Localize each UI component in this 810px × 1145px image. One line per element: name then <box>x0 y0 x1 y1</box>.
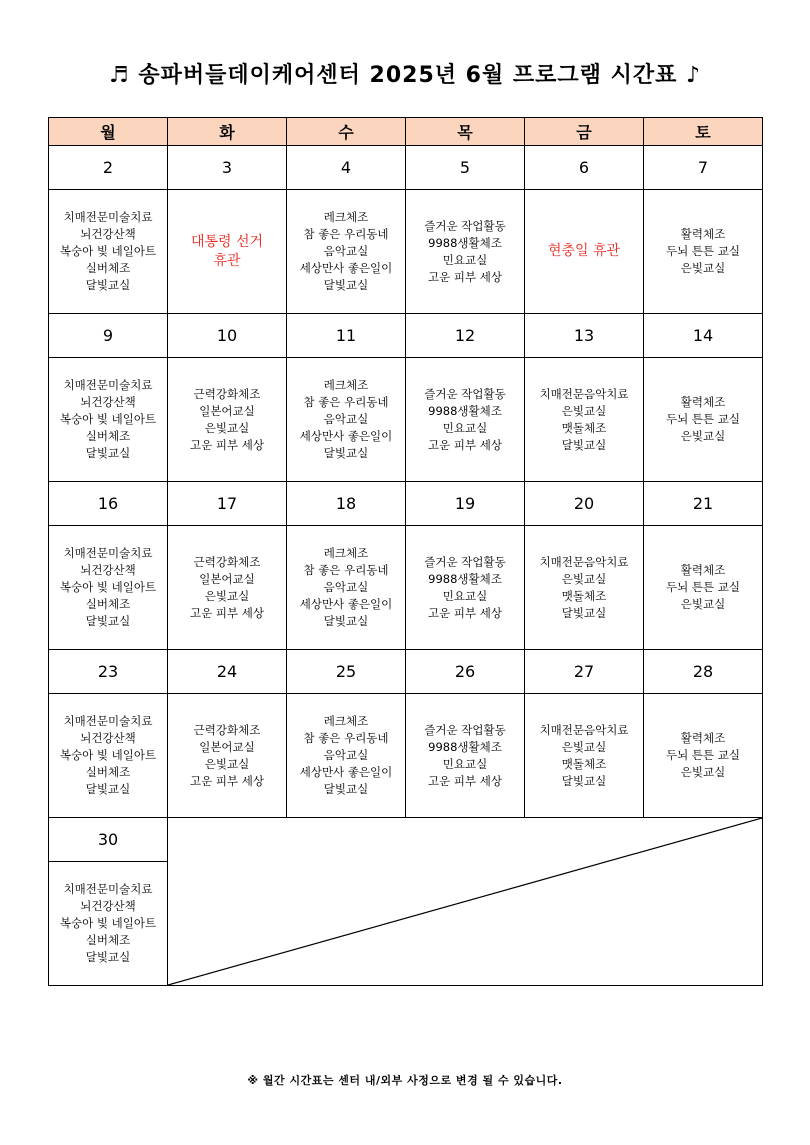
program-item: 활력체조 <box>680 731 726 745</box>
program-item: 은빛교실 <box>680 261 726 275</box>
program-item: 세상만사 좋은일이 <box>299 765 393 779</box>
program-cell <box>406 190 525 314</box>
program-item: 맷돌체조 <box>561 588 607 603</box>
holiday-cell <box>168 190 287 314</box>
date-cell: 18 <box>287 482 406 526</box>
program-row <box>49 358 763 482</box>
program-item: 세상만사 좋은일이 <box>299 597 393 611</box>
program-cell <box>287 526 406 650</box>
program-cell <box>644 526 763 650</box>
schedule-table <box>48 117 763 986</box>
program-row <box>49 694 763 818</box>
program-item: 치매전문음악치료 <box>539 722 629 737</box>
program-item: 즐거운 작업활동 <box>424 554 506 569</box>
program-item: 민요교실 <box>442 252 488 267</box>
program-item: 뇌건강산책 <box>80 563 136 577</box>
date-cell: 23 <box>49 650 168 694</box>
page-title <box>0 58 810 89</box>
program-item: 은빛교실 <box>561 403 607 418</box>
weekday-header: 금 <box>525 118 644 146</box>
program-item: 세상만사 좋은일이 <box>299 261 393 275</box>
program-item: 뇌건강산책 <box>80 731 136 745</box>
program-item: 달빛교실 <box>85 278 131 292</box>
program-item: 9988생활체조 <box>428 403 502 418</box>
program-item: 참 좋은 우리동네 <box>303 563 389 577</box>
program-item: 고운 피부 세상 <box>428 773 502 788</box>
weekday-header: 토 <box>644 118 763 146</box>
program-item: 달빛교실 <box>85 446 131 460</box>
program-item: 치매전문미술치료 <box>63 378 153 392</box>
program-item: 실버체조 <box>85 261 131 275</box>
program-item: 근력강화체조 <box>193 722 261 737</box>
program-item: 은빛교실 <box>680 597 726 611</box>
program-item: 달빛교실 <box>323 446 369 460</box>
date-cell: 5 <box>406 146 525 190</box>
date-cell: 9 <box>49 314 168 358</box>
date-cell: 26 <box>406 650 525 694</box>
program-item: 실버체조 <box>85 429 131 443</box>
program-item: 9988생활체조 <box>428 235 502 250</box>
program-item: 치매전문음악치료 <box>539 554 629 569</box>
program-item: 실버체조 <box>85 765 131 779</box>
program-item: 대통령 선거 <box>190 233 264 250</box>
program-item: 음악교실 <box>323 412 369 426</box>
date-cell: 21 <box>644 482 763 526</box>
program-cell <box>406 526 525 650</box>
date-cell: 19 <box>406 482 525 526</box>
program-item: 음악교실 <box>323 580 369 594</box>
weekday-header: 수 <box>287 118 406 146</box>
date-cell: 25 <box>287 650 406 694</box>
date-cell: 16 <box>49 482 168 526</box>
program-item: 근력강화체조 <box>193 386 261 401</box>
program-item: 고운 피부 세상 <box>190 605 264 620</box>
program-item: 두뇌 튼튼 교실 <box>666 580 740 594</box>
program-cell <box>406 358 525 482</box>
date-row <box>49 314 763 358</box>
program-item: 달빛교실 <box>85 782 131 796</box>
program-item: 참 좋은 우리동네 <box>303 731 389 745</box>
program-cell <box>287 190 406 314</box>
program-item: 복숭아 빛 네일아트 <box>59 748 157 762</box>
program-item: 달빛교실 <box>323 278 369 292</box>
program-item: 즐거운 작업활동 <box>424 218 506 233</box>
program-cell <box>49 190 168 314</box>
program-item: 레크체조 <box>323 546 369 560</box>
program-item: 달빛교실 <box>561 437 607 452</box>
date-cell: 2 <box>49 146 168 190</box>
program-item: 은빛교실 <box>204 420 250 435</box>
program-item: 활력체조 <box>680 395 726 409</box>
program-cell <box>168 526 287 650</box>
program-item: 맷돌체조 <box>561 420 607 435</box>
program-item: 치매전문미술치료 <box>63 714 153 728</box>
program-item: 은빛교실 <box>680 765 726 779</box>
program-item: 치매전문미술치료 <box>63 210 153 224</box>
date-row <box>49 818 763 862</box>
date-cell: 17 <box>168 482 287 526</box>
date-cell: 24 <box>168 650 287 694</box>
program-item: 즐거운 작업활동 <box>424 722 506 737</box>
program-item: 치매전문미술치료 <box>63 882 153 896</box>
program-item: 뇌건강산책 <box>80 899 136 913</box>
program-cell <box>287 694 406 818</box>
date-cell: 13 <box>525 314 644 358</box>
program-item: 두뇌 튼튼 교실 <box>666 244 740 258</box>
program-item: 달빛교실 <box>323 614 369 628</box>
program-item: 민요교실 <box>442 588 488 603</box>
program-cell <box>49 694 168 818</box>
date-cell: 7 <box>644 146 763 190</box>
program-cell <box>49 358 168 482</box>
program-item: 즐거운 작업활동 <box>424 386 506 401</box>
program-item: 참 좋은 우리동네 <box>303 395 389 409</box>
date-cell: 12 <box>406 314 525 358</box>
date-row <box>49 650 763 694</box>
program-item: 실버체조 <box>85 933 131 947</box>
program-item: 복숭아 빛 네일아트 <box>59 580 157 594</box>
program-item: 현충일 휴관 <box>547 243 621 259</box>
date-cell: 20 <box>525 482 644 526</box>
weekday-header: 목 <box>406 118 525 146</box>
program-cell <box>287 358 406 482</box>
program-item: 레크체조 <box>323 378 369 392</box>
program-cell <box>49 862 168 986</box>
program-item: 휴관 <box>213 252 241 269</box>
program-item: 은빛교실 <box>561 571 607 586</box>
date-cell: 30 <box>49 818 168 862</box>
program-item: 달빛교실 <box>323 782 369 796</box>
program-item: 일본어교실 <box>199 403 255 418</box>
program-item: 실버체조 <box>85 597 131 611</box>
program-item: 활력체조 <box>680 227 726 241</box>
date-cell: 14 <box>644 314 763 358</box>
program-item: 치매전문미술치료 <box>63 546 153 560</box>
date-cell: 27 <box>525 650 644 694</box>
page-title-text: 송파버들데이케어센터 2025년 6월 프로그램 시간표 <box>138 63 678 88</box>
program-item: 뇌건강산책 <box>80 395 136 409</box>
program-item: 9988생활체조 <box>428 739 502 754</box>
diagonal-line <box>168 818 762 985</box>
program-item: 참 좋은 우리동네 <box>303 227 389 241</box>
program-item: 은빛교실 <box>204 588 250 603</box>
program-item: 복숭아 빛 네일아트 <box>59 244 157 258</box>
program-item: 달빛교실 <box>85 950 131 964</box>
program-item: 두뇌 튼튼 교실 <box>666 748 740 762</box>
program-item: 민요교실 <box>442 756 488 771</box>
program-item: 두뇌 튼튼 교실 <box>666 412 740 426</box>
date-row <box>49 482 763 526</box>
program-item: 음악교실 <box>323 244 369 258</box>
program-item: 은빛교실 <box>561 739 607 754</box>
program-cell <box>168 694 287 818</box>
program-cell <box>525 358 644 482</box>
program-item: 음악교실 <box>323 748 369 762</box>
music-note-icon: ♬ <box>108 63 130 88</box>
date-cell: 10 <box>168 314 287 358</box>
program-cell <box>644 694 763 818</box>
program-item: 복숭아 빛 네일아트 <box>59 916 157 930</box>
program-item: 뇌건강산책 <box>80 227 136 241</box>
program-cell <box>525 694 644 818</box>
date-cell: 6 <box>525 146 644 190</box>
program-row <box>49 526 763 650</box>
date-cell: 3 <box>168 146 287 190</box>
program-item: 민요교실 <box>442 420 488 435</box>
program-item: 세상만사 좋은일이 <box>299 429 393 443</box>
weekday-header: 화 <box>168 118 287 146</box>
program-item: 고운 피부 세상 <box>190 437 264 452</box>
program-item: 고운 피부 세상 <box>190 773 264 788</box>
program-item: 레크체조 <box>323 210 369 224</box>
date-row <box>49 146 763 190</box>
program-item: 근력강화체조 <box>193 554 261 569</box>
program-cell <box>525 526 644 650</box>
weekday-header: 월 <box>49 118 168 146</box>
weekday-header-row <box>49 118 763 146</box>
program-item: 레크체조 <box>323 714 369 728</box>
program-item: 맷돌체조 <box>561 756 607 771</box>
program-item: 고운 피부 세상 <box>428 269 502 284</box>
program-item: 고운 피부 세상 <box>428 437 502 452</box>
date-cell: 11 <box>287 314 406 358</box>
program-item: 달빛교실 <box>85 614 131 628</box>
program-cell <box>644 190 763 314</box>
program-cell <box>49 526 168 650</box>
program-cell <box>406 694 525 818</box>
program-item: 고운 피부 세상 <box>428 605 502 620</box>
program-item: 은빛교실 <box>680 429 726 443</box>
program-item: 9988생활체조 <box>428 571 502 586</box>
program-item: 은빛교실 <box>204 756 250 771</box>
program-item: 활력체조 <box>680 563 726 577</box>
date-cell: 4 <box>287 146 406 190</box>
empty-cells-area <box>168 818 763 986</box>
holiday-cell <box>525 190 644 314</box>
program-item: 달빛교실 <box>561 773 607 788</box>
footer-note: ※ 월간 시간표는 센터 내/외부 사정으로 변경 될 수 있습니다. <box>247 1074 563 1087</box>
program-cell <box>168 358 287 482</box>
program-item: 일본어교실 <box>199 571 255 586</box>
program-item: 치매전문음악치료 <box>539 386 629 401</box>
music-note-icon: ♪ <box>686 63 702 88</box>
program-item: 달빛교실 <box>561 605 607 620</box>
date-cell: 28 <box>644 650 763 694</box>
program-item: 일본어교실 <box>199 739 255 754</box>
program-cell <box>644 358 763 482</box>
program-row <box>49 190 763 314</box>
program-item: 복숭아 빛 네일아트 <box>59 412 157 426</box>
